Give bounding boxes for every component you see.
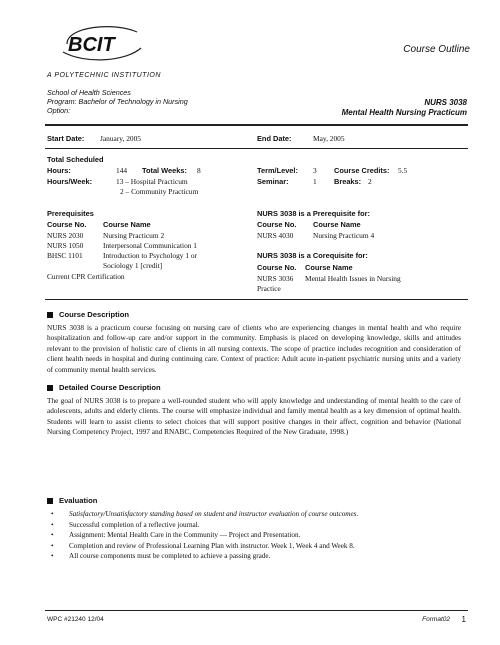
seminar-label: Seminar: <box>257 177 289 186</box>
dates-rule <box>45 148 468 149</box>
hours-value: 144 <box>116 166 128 175</box>
corequisite-heading: NURS 3038 is a Corequisite for: <box>257 251 368 260</box>
prereq-col-no: Course No. <box>47 220 87 229</box>
logo-text: BCIT <box>68 34 115 56</box>
prereq-col-name: Course Name <box>103 220 151 229</box>
end-date-label: End Date: <box>257 134 292 143</box>
prereq-row-name: Introduction to Psychology 1 or <box>103 251 198 260</box>
prereq-for-row-no: NURS 4030 <box>257 231 294 240</box>
course-description-heading: Course Description <box>47 310 129 319</box>
requisites-rule <box>45 299 468 300</box>
section-bullet-icon <box>47 498 53 504</box>
prereq-row-continuation: Sociology 1 [credit] <box>103 261 163 270</box>
prereq-for-col-name: Course Name <box>313 220 361 229</box>
coreq-row-name: Mental Health Issues in Nursing <box>305 274 401 283</box>
page-number: 1 <box>461 615 466 624</box>
evaluation-heading: Evaluation <box>47 496 97 505</box>
footer-doc-id: WPC #21240 12/04 <box>47 616 104 623</box>
seminar-value: 1 <box>313 177 317 186</box>
coreq-col-no: Course No. <box>257 263 297 272</box>
prereq-row-no: NURS 1050 <box>47 241 84 250</box>
prereq-row-name: Nursing Practicum 2 <box>103 231 165 240</box>
course-credits-value: 5.5 <box>398 166 408 175</box>
breaks-label: Breaks: <box>334 177 362 186</box>
prereq-row-no: BHSC 1101 <box>47 251 83 260</box>
breaks-value: 2 <box>368 177 372 186</box>
prerequisites-heading: Prerequisites <box>47 209 94 218</box>
total-scheduled-label: Total Scheduled <box>47 155 104 164</box>
program-name: Program: Bachelor of Technology in Nursing <box>47 97 188 106</box>
prereq-for-row-name: Nursing Practicum 4 <box>313 231 375 240</box>
document-type: Course Outline <box>403 44 470 55</box>
detailed-description-text: The goal of NURS 3038 is to prepare a well-rounded student who will apply knowledge and understanding of mental health to the care of adolescents, adults and elderly clients. The course will emphasize individual and family mental health as a key dimension of optimal health. Students will learn to assist clients to select choices that will support positive changes in their affect, cognition and behavior (National Nursing Competency Project, 1997 and RNABC, Competencies Required of the New Graduate, 1998.) <box>47 396 461 437</box>
section-bullet-icon <box>47 312 53 318</box>
evaluation-item: • Successful completion of a reflective journal. <box>47 520 467 531</box>
school-name: School of Health Sciences <box>47 88 131 97</box>
prerequisite-for-heading: NURS 3038 is a Prerequisite for: <box>257 209 370 218</box>
prereq-cpr: Current CPR Certification <box>47 272 125 281</box>
total-weeks-value: 8 <box>197 166 201 175</box>
course-title: Mental Health Nursing Practicum <box>341 108 467 117</box>
detailed-description-heading: Detailed Course Description <box>47 383 161 392</box>
option-label: Option: <box>47 106 71 115</box>
tagline: A POLYTECHNIC INSTITUTION <box>47 72 161 79</box>
coreq-col-name: Course Name <box>305 263 353 272</box>
footer-format: Format02 <box>422 616 450 623</box>
total-weeks-label: Total Weeks: <box>142 166 187 175</box>
course-code: NURS 3038 <box>424 98 467 107</box>
course-credits-label: Course Credits: <box>334 166 390 175</box>
evaluation-list <box>47 509 467 562</box>
footer-rule <box>45 610 468 611</box>
bcit-logo <box>55 18 145 70</box>
header-rule <box>45 124 468 126</box>
term-level-label: Term/Level: <box>257 166 298 175</box>
evaluation-item: • Completion and review of Professional Learning Plan with instructor. Week 1, Week 4 and Week 8. <box>47 541 467 552</box>
hours-week-label: Hours/Week: <box>47 177 93 186</box>
end-date-value: May, 2005 <box>313 134 345 143</box>
evaluation-item: • Assignment: Mental Health Care in the Community — Project and Presentation. <box>47 530 467 541</box>
hours-week-hospital: 13 – Hospital Practicum <box>116 177 188 186</box>
evaluation-item: • Satisfactory/Unsatisfactory standing based on student and instructor evaluation of course outcomes. <box>47 509 467 520</box>
hours-week-community: 2 – Community Practicum <box>120 187 199 196</box>
term-level-value: 3 <box>313 166 317 175</box>
prereq-row-no: NURS 2030 <box>47 231 84 240</box>
start-date-label: Start Date: <box>47 134 85 143</box>
hours-label: Hours: <box>47 166 71 175</box>
coreq-row-no: NURS 3036 <box>257 274 294 283</box>
prereq-for-col-no: Course No. <box>257 220 297 229</box>
start-date-value: January, 2005 <box>100 134 141 143</box>
prereq-row-name: Interpersonal Communication 1 <box>103 241 198 250</box>
evaluation-item: • All course components must be completed to achieve a passing grade. <box>47 551 467 562</box>
course-description-text: NURS 3038 is a practicum course focusing on nursing care of clients who are experiencing changes in mental health and who require hospitalization and follow-up care and/or support in the community. Emphasis is placed on developing knowledge, skills and attitudes relevant to the provision of holistic care of clients in all nursing contexts. The scope of practice includes recognition and consideration of client health needs in hospital and during continuing care. Context of practice: Adult acute in-patient psychiatric nursing units and a variety of community mental health services. <box>47 323 461 374</box>
section-bullet-icon <box>47 385 53 391</box>
coreq-row-name-cont: Practice <box>257 284 281 293</box>
